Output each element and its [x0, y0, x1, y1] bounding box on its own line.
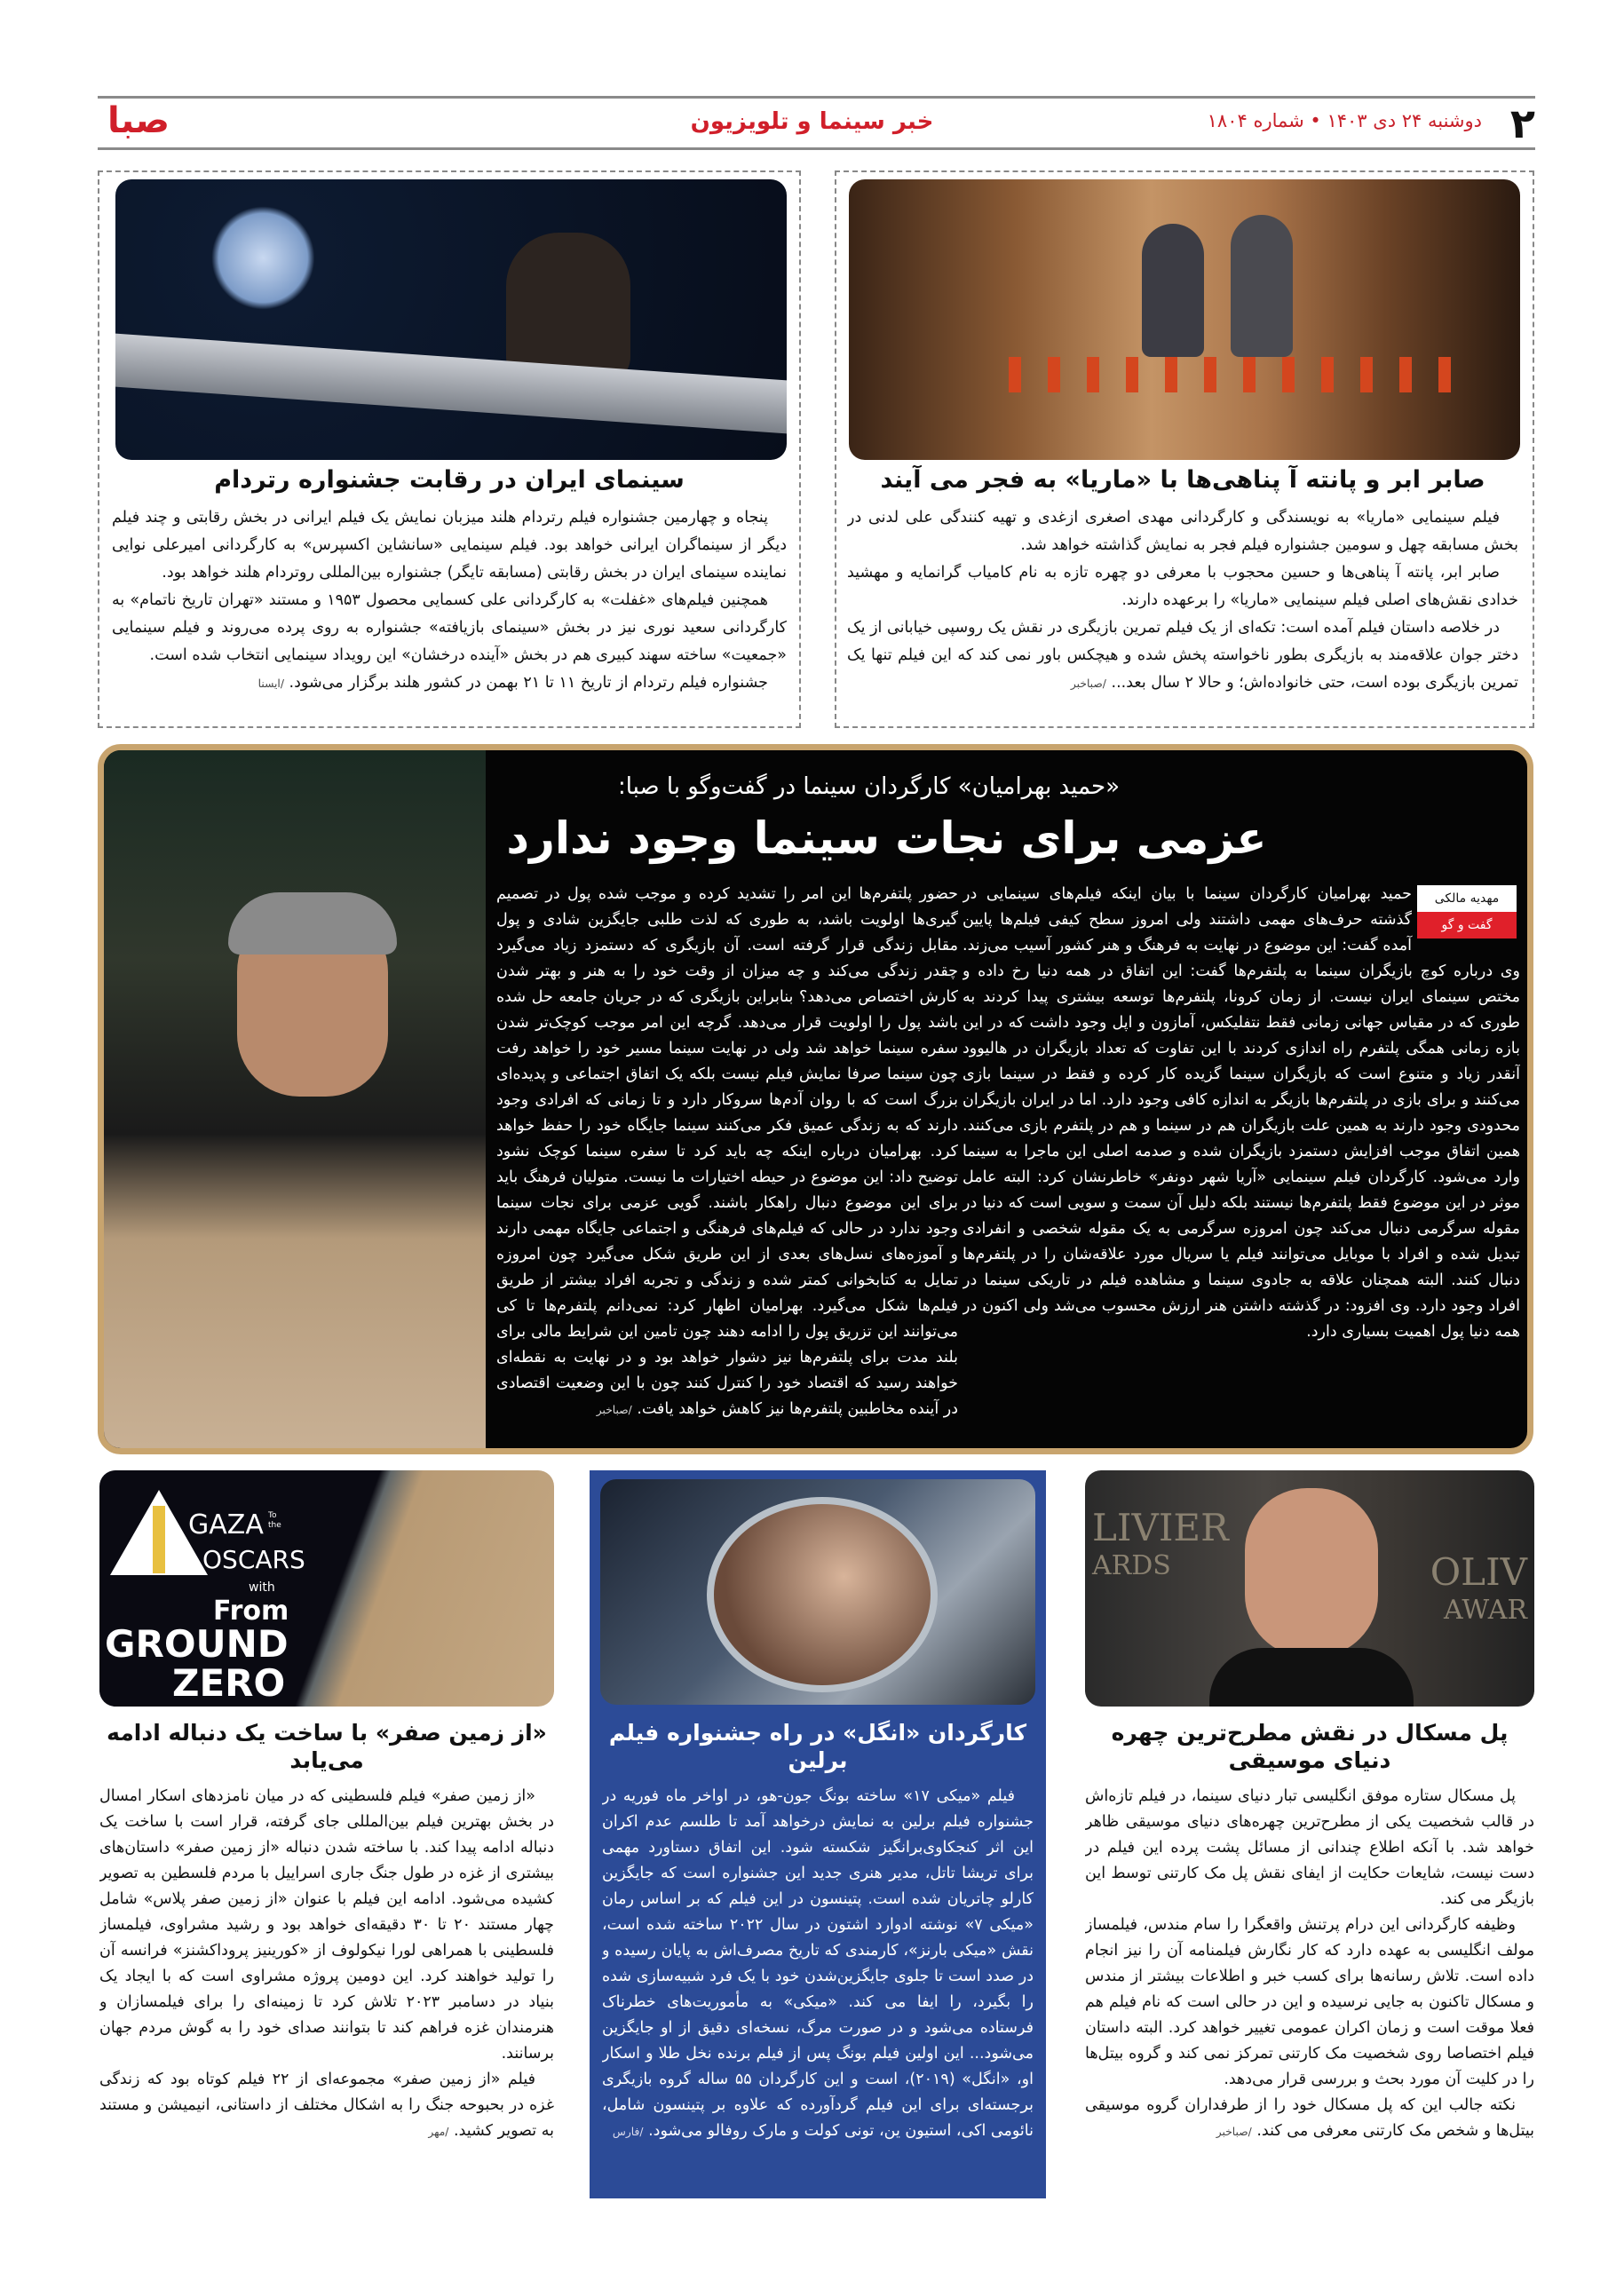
- poster-text: GROUND: [105, 1622, 289, 1666]
- poster-text: To the: [268, 1511, 281, 1530]
- headline: صابر ابر و پانته آ پناهی‌ها با «ماریا» به فجر می آیند: [880, 466, 1485, 494]
- news-source: /مهر: [428, 2125, 449, 2138]
- backdrop-text: LIVIER: [1092, 1506, 1229, 1549]
- rotterdam-film-photo: [115, 179, 787, 460]
- category-label: گفت و گو: [1417, 912, 1517, 939]
- paragraph: همچنین فیلم‌های «غفلت» به کارگردانی علی کسمایی محصول ۱۹۵۳ و مستند «تهران تاریخ ناتمام» به کارگردانی سعید نوری نیز در بخش «سینمای بازیافته» جشنواره به روی پرده می‌روند و فیلم سینمایی «جمعیت» ساخته سهند کبیری هم در بخش «آینده درخشان» این رویداد سینمایی انتخاب شده است.: [112, 590, 787, 664]
- bahramian-photo: [104, 750, 486, 1448]
- astronaut-helmet: [707, 1497, 938, 1692]
- interview-headline: عزمی برای نجات سینما وجود ندارد: [506, 812, 1267, 864]
- paragraph: حمید بهرامیان کارگردان سینما با بیان اینکه فیلم‌های سینمایی در گذشته حرف‌های مهمی داشتند ولی امروز سطح کیفی فیلم‌ها پایین آمده گفت: این موضوع در نهایت به فرهنگ و هنر کشور آسیب می‌زند. وی درباره کوچ بازیگران سینما به پلتفرم‌ها گفت: این اتفاق در همه دنیا رخ داده و مختص سینمای ایران نیست. از زمان کرونا، پلتفرم‌ها توسعه بیشتری پیدا کردند به طوری که در مقیاس جهانی زمانی فقط نتفلیکس، آمازون و اپل وجود داشت که در این بازه زمانی همگی پلتفرم راه اندازی کردند با این تفاوت که تعداد بازیگران در هالیوود آنقدر زیاد و متنوع است که بازیگران سینما گزیده کار کرده و فقط در سینما بازی می‌کنند و برای بازی در پلتفرم‌ها بازیگر به اندازه کافی وجود دارد. اما در ایران بازیگران محدودی وجود دارند به همین علت بازیگران هم در سینما و هم در پلتفرم بازی می‌کنند. همین اتفاق موجب افزایش دستمزد بازیگران شده و صدمه اصلی این ماجرا به سینما وارد می‌شود. کارگردان فیلم سینمایی «آریا شهر دونفر» خاطرنشان کرد: البته عامل موثر در این موضوع فقط پلتفرم‌ها نیستند بلکه دلیل آن سمت و سویی است که دنیا در مقوله سرگرمی دنبال می‌کند چون امروزه سرگرمی به یک مقوله شخصی و انفرادی تبدیل شده و افراد با موبایل می‌توانند فیلم یا سریال مورد علاقه‌شان را در پلتفرم‌ها دنبال کنند. البته همچنان علاقه به جادوی سینما و مشاهده فیلم در تاریکی سینما در افراد وجود دارد. وی افزود: در گذشته داشتن هنر ارزش محسوب می‌شد ولی اکنون در همه دنیا پول اهمیت بسیاری دارد.: [963, 885, 1520, 1341]
- article-column: [847, 465, 1518, 719]
- actress-figure: [1231, 215, 1293, 357]
- header-bottom-rule: [98, 147, 1535, 150]
- backdrop-text: OLIV: [1430, 1550, 1527, 1594]
- news-source: /فارس: [612, 2125, 644, 2138]
- article-mescal: [1085, 1719, 1534, 2195]
- article-ground-zero: [99, 1719, 554, 2195]
- poster-text: GAZA: [188, 1509, 264, 1540]
- poster-text: ZERO: [172, 1661, 286, 1705]
- headline: کارگردان «انگل» در راه جشنواره فیلم برلین: [608, 1720, 1027, 1774]
- article-mickey17: [590, 1470, 1046, 2198]
- article-body: [112, 504, 787, 719]
- interview-column-left: [496, 882, 958, 1432]
- headline: پل مسکال در نقش مطرح‌ترین چهره دنیای موسیقی: [1111, 1720, 1509, 1774]
- mickey17-film-photo: [600, 1479, 1035, 1705]
- article-column: [602, 1719, 1034, 2191]
- article-rotterdam: [98, 170, 801, 728]
- paragraph: جشنواره فیلم رتردام از تاریخ ۱۱ تا ۲۱ بهمن در کشور هلند برگزار می‌شود.: [289, 673, 768, 692]
- actress-figure: [1142, 224, 1204, 357]
- paragraph: صابر ابر، پانته آ پناهی‌ها و حسین محجوب با معرفی دو چهره تازه به نام کامیاب گرانمایه و مهشید خدادی نقش‌های اصلی فیلم سینمایی «ماریا» را برعهده دارند.: [847, 563, 1518, 609]
- paragraph: در خلاصه داستان فیلم آمده است: تکه‌ای از یک فیلم تمرین بازیگری در نقش یک روسپی خیابانی از یک دختر جوان علاقه‌مند به بازیگری بطور ناخواسته پخش شده و هیچکس باور نمی کند که این فیلم تنها یک تمرین بازیگری بوده است، حتی خانواده‌اش؛ و حالا ۲ سال بعد...: [847, 618, 1518, 692]
- article-maria: [835, 170, 1534, 728]
- poster-text: OSCARS: [202, 1545, 305, 1574]
- paul-mescal-photo: [1085, 1470, 1534, 1707]
- from-ground-zero-poster: [99, 1470, 554, 1707]
- issue-date: دوشنبه ۲۴ دی ۱۴۰۳ • شماره ۱۸۰۴: [1207, 110, 1482, 131]
- news-source: /ایسنا: [257, 677, 284, 690]
- paragraph: فیلم «از زمین صفر» مجموعه‌ای از ۲۲ فیلم کوتاه بود که زندگی غزه در بحبوحه جنگ را به اشکال مختلف از داستانی، انیمیشن و مستند به تصویر کشید.: [99, 2070, 554, 2140]
- interview-column-right: [963, 882, 1520, 1432]
- article-column: [112, 465, 787, 719]
- paragraph: وظیفه کارگردانی این درام پرتنش واقعگرا را سام مندس، فیلمساز مولف انگلیسی به عهده دارد که کار نگارش فیلمنامه آن را نیز انجام داده است. تلاش رسانه‌ها برای کسب خبر و اطلاعات بیشتر از مندس و مسکال تاکنون به جایی نرسیده و این در حالی است که نام فیلم هم فعلا موقت است و زمان اکران عمومی تغییر خواهد کرد. البته داستان فیلم اختصاصا روی شخصیت مک کارتنی تمرکز نمی کند و گروه بیتل‌ها را در کلیت آن مورد بحث و بررسی قرار می‌دهد.: [1085, 1915, 1534, 2088]
- news-source: /صباخبر: [1070, 677, 1106, 690]
- article-body: [847, 504, 1518, 719]
- tassels-decoration: [1009, 357, 1470, 392]
- poster-text: with: [249, 1580, 275, 1595]
- article-body: [1085, 1784, 1534, 2196]
- headline: سینمای ایران در رقابت جشنواره رتردام: [214, 466, 685, 494]
- author-name: مهدیه مالکی: [1417, 885, 1517, 912]
- oscar-statuette-icon: [153, 1506, 165, 1573]
- section-title: خبر سینما و تلویزیون: [690, 108, 934, 135]
- suit-figure: [1209, 1648, 1414, 1707]
- news-source: /صباخبر: [1216, 2125, 1252, 2138]
- page-number: ۲: [1509, 99, 1535, 147]
- boy-figure: [506, 233, 630, 384]
- article-body: [602, 1784, 1034, 2192]
- newspaper-logo[interactable]: صبا: [107, 100, 170, 141]
- backdrop-text: AWAR: [1443, 1595, 1527, 1626]
- window-frame: [115, 334, 787, 434]
- paragraph: پنجاه و چهارمین جشنواره فیلم رتردام هلند میزبان نمایش یک فیلم ایرانی در بخش رقابتی و چند فیلم دیگر از سینماگران ایرانی خواهد بود. فیلم سینمایی «سانشاین اکسپرس» به کارگردانی امیرعلی نوایی نماینده سینمای ایران در بخش رقابتی (مسابقه تایگر) جشنواره بین‌المللی روتردام هلند خواهد بود.: [112, 508, 787, 582]
- paragraph: فیلم سینمایی «ماریا» به نویسندگی و کارگردانی مهدی اصغری ازغدی و تهیه کنندگی علی لدنی در بخش مسابقه چهل و سومین جشنواره فیلم فجر به نمایش گذاشته خواهد شد.: [847, 508, 1518, 554]
- article-body: [99, 1784, 554, 2196]
- hair-figure: [228, 892, 397, 954]
- interview-kicker: «حمید بهرامیان» کارگردان سینما در گفت‌وگو با صبا:: [617, 773, 1121, 800]
- backdrop-text: ARDS: [1092, 1550, 1171, 1581]
- badge-spacer: [1412, 882, 1520, 940]
- face-figure: [1245, 1488, 1378, 1657]
- paragraph: حضور پلتفرم‌ها این امر را تشدید کرده و موجب شده پول در تصمیم گیری‌ها اولویت باشد، به طوری که لذت طلبی جایگزین شادی و پول مقابل زندگی قرار گرفته است. آن بازیگری که دستمزد زیاد می‌گیرد چقدر زندگی می‌کند و چه میزان از وقت خود را به هنر و بهتر شدن کارش اختصاص می‌دهد؟ بنابراین بازیگری که در جریان جامعه حل شده باشد پول را اولویت قرار می‌دهد. گرچه این امر موجب کوچک‌تر شدن سفره سینما خواهد شد ولی در نهایت سینما مسیر خود را خواهد رفت چون سینما صرفا نمایش فیلم نیست بلکه یک اتفاق اجتماعی و پدیده‌ای بزرگ است که با روان آدم‌ها سروکار دارد و تا زمانی که افرادی وجود دارند که به زندگی عمیق فکر می‌کنند سینما جایگاه خود را حفظ خواهد کرد. بهرامیان درباره اینکه چه باید کرد تا سفره سینما کوچک نشود توضیح داد: این موضوع در حیطه اختیارات ما نیست. متولیان فرهنگ باید برای این موضوع دنبال راهکار باشند. گویی عزمی برای نجات سینما وجود ندارد در حالی که فیلم‌های فرهنگی و اجتماعی جایگاه مهمی دارند و آموزه‌های نسل‌های بعدی از این طریق شکل می‌گیرد چون امروزه تمایل به کتابخوانی کمتر شده و زندگی و تجربه افراد بیشتر از طریق فیلم‌ها شکل می‌گیرد. بهرامیان اظهار کرد: نمی‌دانم پلتفرم‌ها تا کی می‌توانند این تزریق پول را ادامه دهند چون تامین این شرایط مالی برای بلند مدت برای پلتفرم‌ها نیز دشوار خواهد بود و در نهایت به نقطه‌ای خواهند رسید که اقتصاد خود را کنترل کنند چون با این وضعیت اقتصادی در آینده مخاطبین پلتفرم‌ها نیز کاهش خواهد یافت.: [496, 885, 958, 1418]
- paragraph: «از زمین صفر» فیلم فلسطینی که در میان نامزدهای اسکار امسال در بخش بهترین فیلم بین‌المللی جای گرفته، قرار است با ساخت یک دنباله ادامه پیدا کند. با ساخته شدن دنباله «از زمین صفر» داستان‌های بیشتری از غزه در طول جنگ جاری اسراییل با مردم فلسطین به تصویر کشیده می‌شود. ادامه این فیلم با عنوان «از زمین صفر پلاس» شامل چهار مستند ۲۰ تا ۳۰ دقیقه‌ای خواهد بود و رشید مشراوی، فیلمساز فلسطینی با همراهی لورا نیکولوف از «کورینیز پروداکشنز» فرانسه آن را تولید خواهند کرد. این دومین پروژه مشراوی است که با ایجاد یک بنیاد در دسامبر ۲۰۲۳ تلاش کرد تا زمینه‌ای را برای فیلمسازان و هنرمندان غزه فراهم کند تا بتوانند صدای خود را به گوش مردم جهان برسانند.: [99, 1786, 554, 2063]
- paragraph: پل مسکال ستاره موفق انگلیسی تبار دنیای سینما، در فیلم تازه‌اش در قالب شخصیت یکی از مطرح‌ترین چهره‌های دنیای موسیقی ظاهر خواهد شد. با آنکه اطلاع چندانی از مسائل پشت پرده این فیلم در دست نیست، شایعات حکایت از ایفای نقش پل مک کارتنی توسط این بازیگر می کند.: [1085, 1786, 1534, 1908]
- poster-text: From: [213, 1596, 289, 1627]
- header-top-rule: [98, 96, 1535, 99]
- paragraph: نکته جالب این که پل مسکال خود را از طرفداران گروه موسیقی بیتل‌ها و شخص مک کارتنی معرفی می کند.: [1085, 2095, 1534, 2140]
- headline: «از زمین صفر» با ساخت یک دنباله ادامه می‌یابد: [107, 1720, 547, 1774]
- news-source: /صباخبر: [596, 1404, 632, 1416]
- maria-film-photo: [849, 179, 1520, 460]
- paragraph: فیلم «میکی ۱۷» ساخته بونگ جون-هو، در اواخر ماه فوریه در جشنواره فیلم برلین به نمایش درخواهد آمد تا طلسم عدم اکران این اثر کنجکاوی‌برانگیز شکسته شود. این اتفاق دستاورد مهمی برای تریشا تاتل، مدیر هنری جدید این جشنواره است که جایگزین کارلو چاتریان شده است. پتینسون در این فیلم که بر اساس رمان «میکی ۷» نوشته ادوارد اشتون در سال ۲۰۲۲ ساخته شده است، نقش «میکی بارنز»، کارمندی که تاریخ مصرف‌اش به پایان رسیده و در صدد است تا جلوی جایگزین‌شدن خود با یک فرد شبیه‌سازی شده را بگیرد، را ایفا می کند. «میکی» به مأموریت‌های خطرناک فرستاده می‌شود و در صورت مرگ، نسخه‌ای دقیق از او جایگزین می‌شود... این اولین فیلم بونگ پس از فیلم برنده نخل طلا و اسکار او، «انگل» (۲۰۱۹)، است و این کارگردان ۵۵ ساله گروه بازیگری برجسته‌ای برای این فیلم گردآورده که علاوه بر پتینسون شامل، نائومی اکی، استیون ین، تونی کولت و مارک روفالو می‌شود.: [602, 1786, 1034, 2140]
- interview-bahramian: [98, 744, 1533, 1454]
